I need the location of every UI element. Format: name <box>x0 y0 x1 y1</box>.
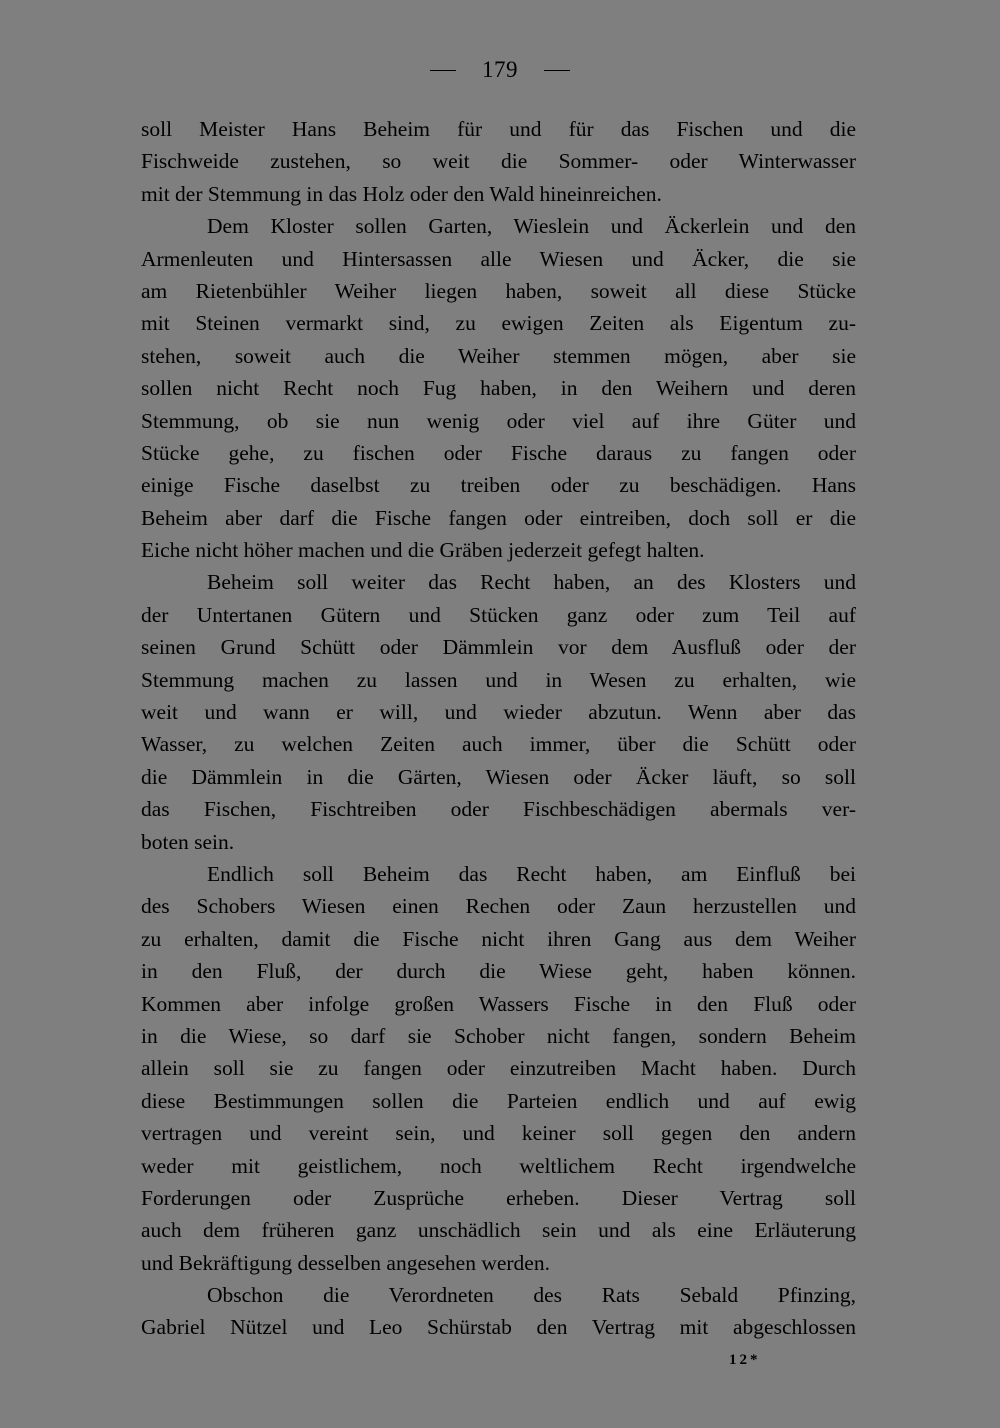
text-body <box>141 113 856 1344</box>
text-line: Eiche nicht höher machen und die Gräben jederzeit gefegt halten. <box>141 538 705 563</box>
text-line: sollen nicht Recht noch Fug haben, in den Weihern und deren <box>141 376 856 401</box>
signature-mark: 12* <box>729 1352 761 1368</box>
text-line: mit der Stemmung in das Holz oder den Wald hineinreichen. <box>141 181 662 206</box>
page-number: 179 <box>482 57 518 82</box>
text-line: Fischweide zustehen, so weit die Sommer- oder Winterwasser <box>141 149 856 174</box>
page-header <box>0 56 1000 84</box>
text-line: diese Bestimmungen sollen die Parteien endlich und auf ewig <box>141 1088 856 1113</box>
text-line: Obschon die Verordneten des Rats Sebald Pfinzing, <box>207 1283 856 1308</box>
paragraph <box>141 566 856 858</box>
text-line: Dem Kloster sollen Garten, Wieslein und Äckerlein und den <box>207 214 856 239</box>
header-dash-right <box>544 70 570 71</box>
text-line: und Bekräftigung desselben angesehen werden. <box>141 1250 550 1275</box>
text-line: einige Fische daselbst zu treiben oder zu beschädigen. Hans <box>141 473 856 498</box>
text-line: Stemmung, ob sie nun wenig oder viel auf ihre Güter und <box>141 408 856 433</box>
text-line: die Dämmlein in die Gärten, Wiesen oder Äcker läuft, so soll <box>141 764 856 789</box>
text-line: in den Fluß, der durch die Wiese geht, haben können. <box>141 959 856 984</box>
text-line: stehen, soweit auch die Weiher stemmen mögen, aber sie <box>141 343 856 368</box>
text-line: seinen Grund Schütt oder Dämmlein vor dem Ausfluß oder der <box>141 635 856 660</box>
text-line: allein soll sie zu fangen oder einzutreiben Macht haben. Durch <box>141 1056 856 1081</box>
text-line: mit Steinen vermarkt sind, zu ewigen Zeiten als Eigentum zu- <box>141 311 856 336</box>
text-line: in die Wiese, so darf sie Schober nicht fangen, sondern Beheim <box>141 1023 856 1048</box>
text-line: Beheim soll weiter das Recht haben, an des Klosters und <box>207 570 856 595</box>
text-line: weit und wann er will, und wieder abzutun. Wenn aber das <box>141 700 856 725</box>
text-line: boten sein. <box>141 829 235 854</box>
text-line: zu erhalten, damit die Fische nicht ihren Gang aus dem Weiher <box>141 926 856 951</box>
header-dash-left <box>430 70 456 71</box>
text-line: Wasser, zu welchen Zeiten auch immer, über die Schütt oder <box>141 732 856 757</box>
text-line: Gabriel Nützel und Leo Schürstab den Vertrag mit abgeschlossen <box>141 1315 856 1340</box>
text-line: Stücke gehe, zu fischen oder Fische daraus zu fangen oder <box>141 440 856 465</box>
text-line: Beheim aber darf die Fische fangen oder eintreiben, doch soll er die <box>141 505 856 530</box>
text-line: auch dem früheren ganz unschädlich sein und als eine Erläuterung <box>141 1218 856 1243</box>
text-line: am Rietenbühler Weiher liegen haben, soweit all diese Stücke <box>141 278 856 303</box>
text-line: Stemmung machen zu lassen und in Wesen zu erhalten, wie <box>141 667 856 692</box>
text-line: vertragen und vereint sein, und keiner soll gegen den andern <box>141 1121 856 1146</box>
text-line: das Fischen, Fischtreiben oder Fischbeschädigen abermals ver- <box>141 797 856 822</box>
paragraph <box>141 858 856 1279</box>
text-line: der Untertanen Gütern und Stücken ganz oder zum Teil auf <box>141 602 856 627</box>
text-line: Forderungen oder Zusprüche erheben. Dieser Vertrag soll <box>141 1185 856 1210</box>
text-line: Armenleuten und Hintersassen alle Wiesen und Äcker, die sie <box>141 246 856 271</box>
paragraph <box>141 113 856 210</box>
text-line: Endlich soll Beheim das Recht haben, am Einfluß bei <box>207 861 856 886</box>
text-line: soll Meister Hans Beheim für und für das Fischen und die <box>141 117 856 141</box>
text-line: weder mit geistlichem, noch weltlichem Recht irgendwelche <box>141 1153 856 1178</box>
text-line: Kommen aber infolge großen Wassers Fische in den Fluß oder <box>141 991 856 1016</box>
paragraph <box>141 1279 856 1344</box>
paragraph <box>141 210 856 566</box>
text-line: des Schobers Wiesen einen Rechen oder Zaun herzustellen und <box>141 894 856 919</box>
